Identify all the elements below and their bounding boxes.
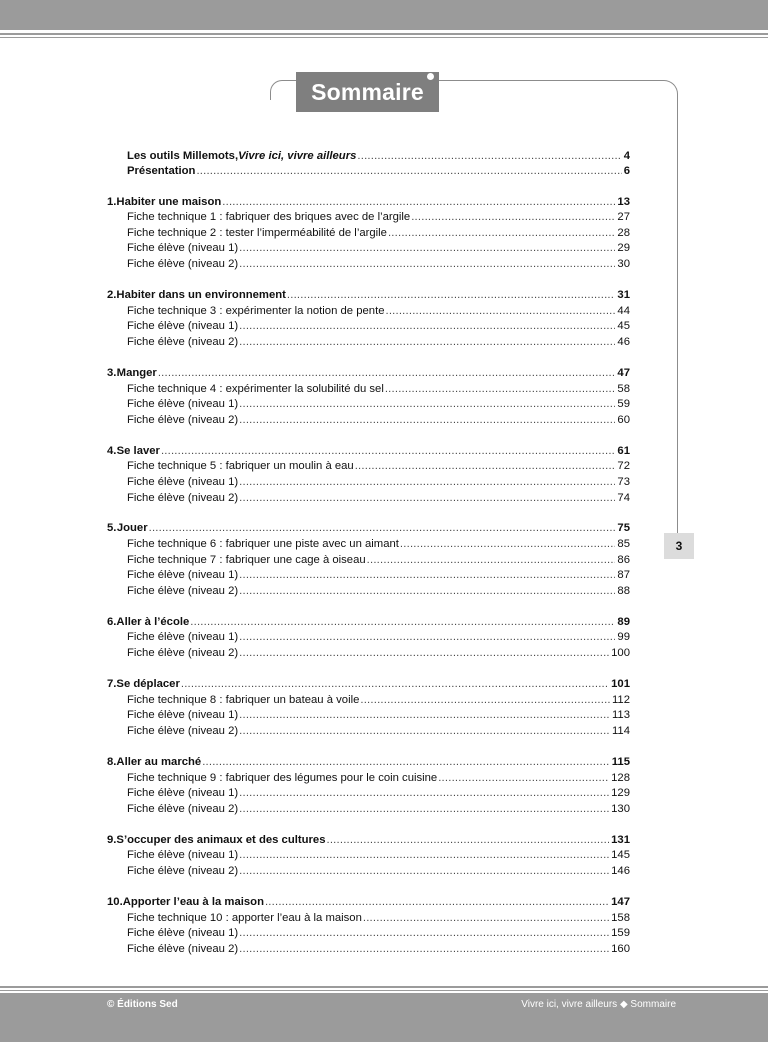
toc-sub-entry	[127, 318, 630, 334]
chapter-number: 9.	[107, 834, 117, 846]
dot-leader	[385, 303, 615, 319]
toc-chapter-entry	[107, 894, 630, 910]
toc-chapter-entry	[107, 287, 630, 303]
chapter-number: 4.	[107, 445, 117, 457]
footer-section: Vivre ici, vivre ailleurs ◆ Sommaire	[521, 999, 676, 1010]
dot-leader	[239, 334, 615, 350]
title-dot-icon	[427, 73, 434, 80]
toc-sub-entry	[127, 801, 630, 817]
dot-leader	[239, 629, 615, 645]
page-number: 46	[617, 336, 630, 348]
toc-intro-entry	[127, 163, 630, 179]
page-number: 131	[611, 834, 630, 846]
page-number: 113	[611, 709, 630, 721]
toc-sub-entry	[127, 303, 630, 319]
entry-label: Apporter l’eau à la maison	[122, 896, 264, 908]
footer-rule-thin	[0, 990, 768, 991]
dot-leader	[181, 676, 609, 692]
page-number: 159	[611, 927, 630, 939]
toc-sub-entry	[127, 256, 630, 272]
dot-leader	[367, 552, 616, 568]
page-number: 72	[617, 460, 630, 472]
page-number: 47	[617, 367, 630, 379]
entry-label: Fiche technique 9 : fabriquer des légumes pour le coin cuisine	[127, 772, 438, 784]
entry-label: Fiche élève (niveau 1)	[127, 569, 239, 581]
entry-label: Fiche élève (niveau 2)	[127, 647, 239, 659]
dot-leader	[239, 925, 609, 941]
entry-label: Fiche élève (niveau 2)	[127, 865, 239, 877]
dot-leader	[388, 225, 615, 241]
entry-label: Fiche technique 10 : apporter l’eau à la maison	[127, 912, 362, 924]
entry-label: Fiche technique 1 : fabriquer des briques avec de l’argile	[127, 211, 411, 223]
entry-label: Fiche élève (niveau 1)	[127, 631, 239, 643]
entry-label: Présentation	[127, 165, 196, 177]
page-number: 4	[623, 150, 630, 162]
dot-leader	[196, 163, 621, 179]
toc-sub-entry	[127, 490, 630, 506]
toc-sub-entry	[127, 645, 630, 661]
dot-leader	[149, 520, 616, 536]
toc-sub-entry	[127, 692, 630, 708]
toc-chapter-entry	[107, 832, 630, 848]
toc-sub-entry	[127, 536, 630, 552]
page-number: 85	[617, 538, 630, 550]
entry-label: Fiche élève (niveau 2)	[127, 585, 239, 597]
toc-sub-entry	[127, 925, 630, 941]
page-number: 99	[617, 631, 630, 643]
entry-label: Manger	[116, 367, 157, 379]
toc-sub-entry	[127, 412, 630, 428]
toc-chapter-entry	[107, 443, 630, 459]
dot-leader	[355, 458, 616, 474]
header-rule-thin	[0, 37, 768, 38]
entry-label: Fiche technique 7 : fabriquer une cage à oiseau	[127, 554, 366, 566]
chapter-number: 8.	[107, 756, 117, 768]
entry-label: Aller au marché	[116, 756, 202, 768]
entry-label: Fiche élève (niveau 2)	[127, 492, 239, 504]
dot-leader	[287, 287, 616, 303]
dot-leader	[239, 256, 615, 272]
page-number: 101	[611, 678, 630, 690]
page-number: 86	[617, 554, 630, 566]
entry-label: Fiche élève (niveau 2)	[127, 803, 239, 815]
entry-label: Fiche élève (niveau 1)	[127, 320, 239, 332]
page-number: 29	[617, 242, 630, 254]
page-number: 112	[611, 694, 630, 706]
page-number: 160	[611, 943, 630, 955]
page-number: 58	[617, 383, 630, 395]
toc-chapter-entry	[107, 520, 630, 536]
toc-sub-entry	[127, 723, 630, 739]
entry-label: Fiche élève (niveau 2)	[127, 414, 239, 426]
dot-leader	[385, 381, 616, 397]
toc-sub-entry	[127, 707, 630, 723]
page-number: 60	[617, 414, 630, 426]
page-number: 128	[611, 772, 630, 784]
page-number: 129	[611, 787, 630, 799]
toc-sub-entry	[127, 240, 630, 256]
page-number: 75	[617, 522, 630, 534]
entry-label: Aller à l’école	[116, 616, 190, 628]
page-number: 31	[617, 289, 630, 301]
chapter-number: 7.	[107, 678, 117, 690]
dot-leader	[400, 536, 616, 552]
page-number: 59	[617, 398, 630, 410]
dot-leader	[357, 148, 621, 164]
toc-chapter-entry	[107, 754, 630, 770]
dot-leader	[239, 847, 609, 863]
dot-leader	[202, 754, 610, 770]
page-number: 27	[617, 211, 630, 223]
dot-leader	[222, 194, 615, 210]
page-number-tab: 3	[664, 533, 694, 559]
page-number: 88	[617, 585, 630, 597]
page-number: 13	[617, 196, 630, 208]
page-number: 115	[611, 756, 630, 768]
entry-label: Fiche technique 8 : fabriquer un bateau à voile	[127, 694, 360, 706]
footer-publisher: © Éditions Sed	[107, 999, 178, 1010]
dot-leader	[239, 396, 615, 412]
entry-label: Fiche technique 6 : fabriquer une piste avec un aimant	[127, 538, 399, 550]
toc-sub-entry	[127, 847, 630, 863]
page-number: 45	[617, 320, 630, 332]
entry-label: Se déplacer	[116, 678, 180, 690]
dot-leader	[190, 614, 615, 630]
entry-label: Fiche élève (niveau 1)	[127, 709, 239, 721]
dot-leader	[239, 490, 615, 506]
entry-label: Fiche élève (niveau 1)	[127, 242, 239, 254]
entry-label: Se laver	[116, 445, 160, 457]
dot-leader	[239, 583, 615, 599]
page-number: 73	[617, 476, 630, 488]
entry-label: Fiche élève (niveau 1)	[127, 398, 239, 410]
dot-leader	[411, 209, 615, 225]
toc-intro-entry	[127, 148, 630, 164]
page-number: 114	[611, 725, 630, 737]
page-number: 28	[617, 227, 630, 239]
toc-sub-entry	[127, 629, 630, 645]
entry-label: Jouer	[116, 522, 148, 534]
chapter-number: 3.	[107, 367, 117, 379]
entry-label: Fiche technique 2 : tester l’imperméabilité de l’argile	[127, 227, 387, 239]
toc-sub-entry	[127, 941, 630, 957]
dot-leader	[360, 692, 610, 708]
chapter-number: 6.	[107, 616, 117, 628]
dot-leader	[239, 645, 609, 661]
page-number: 74	[617, 492, 630, 504]
chapter-number: 1.	[107, 196, 117, 208]
entry-label: Fiche élève (niveau 2)	[127, 336, 239, 348]
dot-leader	[239, 474, 615, 490]
toc-sub-entry	[127, 770, 630, 786]
page-number: 30	[617, 258, 630, 270]
entry-label: Habiter une maison	[116, 196, 222, 208]
dot-leader	[239, 412, 615, 428]
toc-chapter-entry	[107, 365, 630, 381]
page-number: 147	[611, 896, 630, 908]
dot-leader	[239, 240, 615, 256]
page-number: 87	[617, 569, 630, 581]
toc-chapter-entry	[107, 194, 630, 210]
dot-leader	[239, 707, 610, 723]
chapter-number: 10.	[107, 896, 123, 908]
entry-label: Fiche élève (niveau 2)	[127, 943, 239, 955]
entry-label: Fiche élève (niveau 2)	[127, 725, 239, 737]
dot-leader	[239, 785, 609, 801]
entry-label: Fiche élève (niveau 1)	[127, 787, 239, 799]
entry-label: Fiche élève (niveau 1)	[127, 927, 239, 939]
toc-sub-entry	[127, 910, 630, 926]
toc-sub-entry	[127, 209, 630, 225]
entry-label: Fiche élève (niveau 1)	[127, 476, 239, 488]
dot-leader	[158, 365, 616, 381]
page-number: 146	[611, 865, 630, 877]
dot-leader	[239, 318, 615, 334]
toc-sub-entry	[127, 396, 630, 412]
chapter-number: 5.	[107, 522, 117, 534]
dot-leader	[438, 770, 609, 786]
page-title: Sommaire	[311, 79, 424, 105]
dot-leader	[363, 910, 609, 926]
entry-label: Fiche technique 3 : expérimenter la notion de pente	[127, 305, 385, 317]
toc-chapter-entry	[107, 614, 630, 630]
page-number: 89	[617, 616, 630, 628]
page-number: 6	[623, 165, 630, 177]
page-number: 145	[611, 849, 630, 861]
footer-rule	[0, 986, 768, 988]
page-number: 130	[611, 803, 630, 815]
toc-sub-entry	[127, 334, 630, 350]
entry-label: Habiter dans un environnement	[116, 289, 286, 301]
entry-label: Fiche technique 5 : fabriquer un moulin à eau	[127, 460, 354, 472]
toc-sub-entry	[127, 583, 630, 599]
chapter-number: 2.	[107, 289, 117, 301]
page-number: 44	[617, 305, 630, 317]
toc-sub-entry	[127, 567, 630, 583]
dot-leader	[239, 801, 609, 817]
dot-leader	[265, 894, 609, 910]
page-number: 158	[611, 912, 630, 924]
dot-leader	[161, 443, 615, 459]
page-number: 61	[617, 445, 630, 457]
entry-label-italic: Vivre ici, vivre ailleurs	[238, 150, 357, 162]
toc-chapter-entry	[107, 676, 630, 692]
dot-leader	[327, 832, 610, 848]
header-rule	[0, 33, 768, 35]
dot-leader	[239, 723, 610, 739]
toc-sub-entry	[127, 225, 630, 241]
entry-label: Fiche élève (niveau 1)	[127, 849, 239, 861]
dot-leader	[239, 863, 609, 879]
toc-sub-entry	[127, 458, 630, 474]
toc-sub-entry	[127, 381, 630, 397]
dot-leader	[239, 941, 609, 957]
toc-sub-entry	[127, 785, 630, 801]
entry-label: S’occuper des animaux et des cultures	[116, 834, 326, 846]
toc-sub-entry	[127, 474, 630, 490]
toc-sub-entry	[127, 863, 630, 879]
dot-leader	[239, 567, 615, 583]
entry-label: Fiche technique 4 : expérimenter la solubilité du sel	[127, 383, 384, 395]
toc-sub-entry	[127, 552, 630, 568]
page-number: 100	[611, 647, 630, 659]
entry-label: Fiche élève (niveau 2)	[127, 258, 239, 270]
header-band	[0, 0, 768, 30]
entry-label: Les outils Millemots,	[127, 150, 239, 162]
